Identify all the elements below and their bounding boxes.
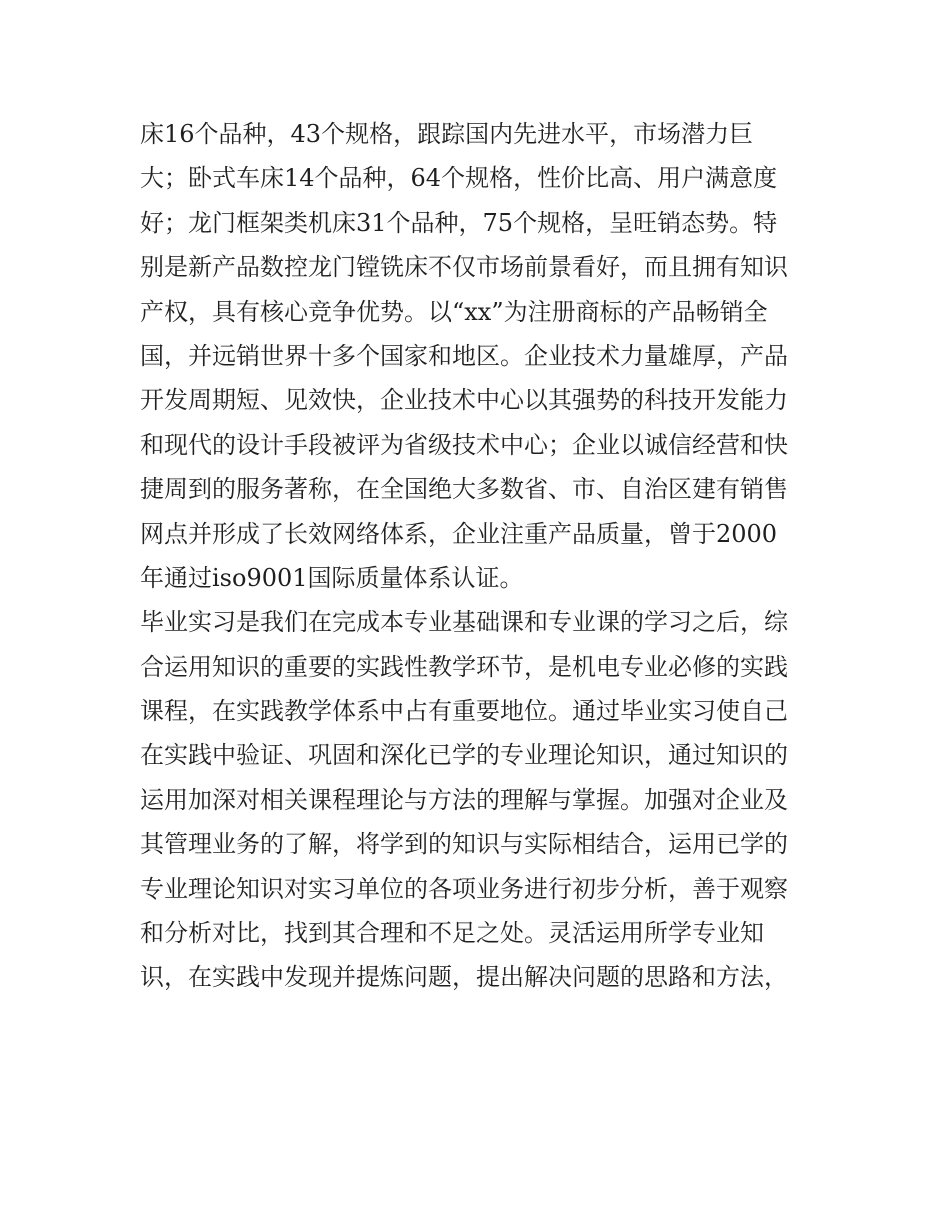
text-line: 国，并远销世界十多个国家和地区。企业技术力量雄厚，产品 bbox=[140, 341, 788, 370]
document-body bbox=[140, 112, 820, 1000]
text-line: 床16个品种，43个规格，跟踪国内先进水平，市场潜力巨 bbox=[140, 120, 754, 148]
text-line: 专业理论知识对实习单位的各项业务进行初步分析，善于观察 bbox=[140, 874, 788, 903]
text-line: 其管理业务的了解，将学到的知识与实际相结合，运用已学的 bbox=[140, 830, 788, 859]
text-line: 运用加深对相关课程理论与方法的理解与掌握。加强对企业及 bbox=[140, 785, 788, 814]
text-line: 毕业实习是我们在完成本专业基础课和专业课的学习之后，综 bbox=[140, 608, 788, 637]
text-line: 和现代的设计手段被评为省级技术中心；企业以诚信经营和快 bbox=[140, 430, 788, 459]
text-line: 大；卧式车床14个品种，64个规格，性价比高、用户满意度 bbox=[140, 164, 778, 193]
text-line: 和分析对比，找到其合理和不足之处。灵活运用所学专业知 bbox=[140, 919, 764, 948]
text-line: 课程，在实践教学体系中占有重要地位。通过毕业实习使自己 bbox=[140, 697, 788, 726]
text-line: 好；龙门框架类机床31个品种，75个规格，呈旺销态势。特 bbox=[140, 208, 778, 237]
text-line: 别是新产品数控龙门镗铣床不仅市场前景看好，而且拥有知识 bbox=[140, 253, 788, 282]
text-line: 开发周期短、见效快，企业技术中心以其强势的科技开发能力 bbox=[140, 386, 788, 415]
text-line: 合运用知识的重要的实践性教学环节，是机电专业必修的实践 bbox=[140, 652, 788, 681]
text-line: 网点并形成了长效网络体系，企业注重产品质量，曾于2000 bbox=[140, 519, 778, 548]
text-line: 捷周到的服务著称，在全国绝大多数省、市、自治区建有销售 bbox=[140, 475, 788, 504]
text-line: 产权，具有核心竞争优势。以“xx”为注册商标的产品畅销全 bbox=[140, 297, 768, 326]
text-line: 年通过iso9001国际质量体系认证。 bbox=[140, 563, 524, 592]
text-line: 识，在实践中发现并提炼问题，提出解决问题的思路和方法， bbox=[140, 963, 788, 992]
text-line: 在实践中验证、巩固和深化已学的专业理论知识，通过知识的 bbox=[140, 741, 788, 770]
